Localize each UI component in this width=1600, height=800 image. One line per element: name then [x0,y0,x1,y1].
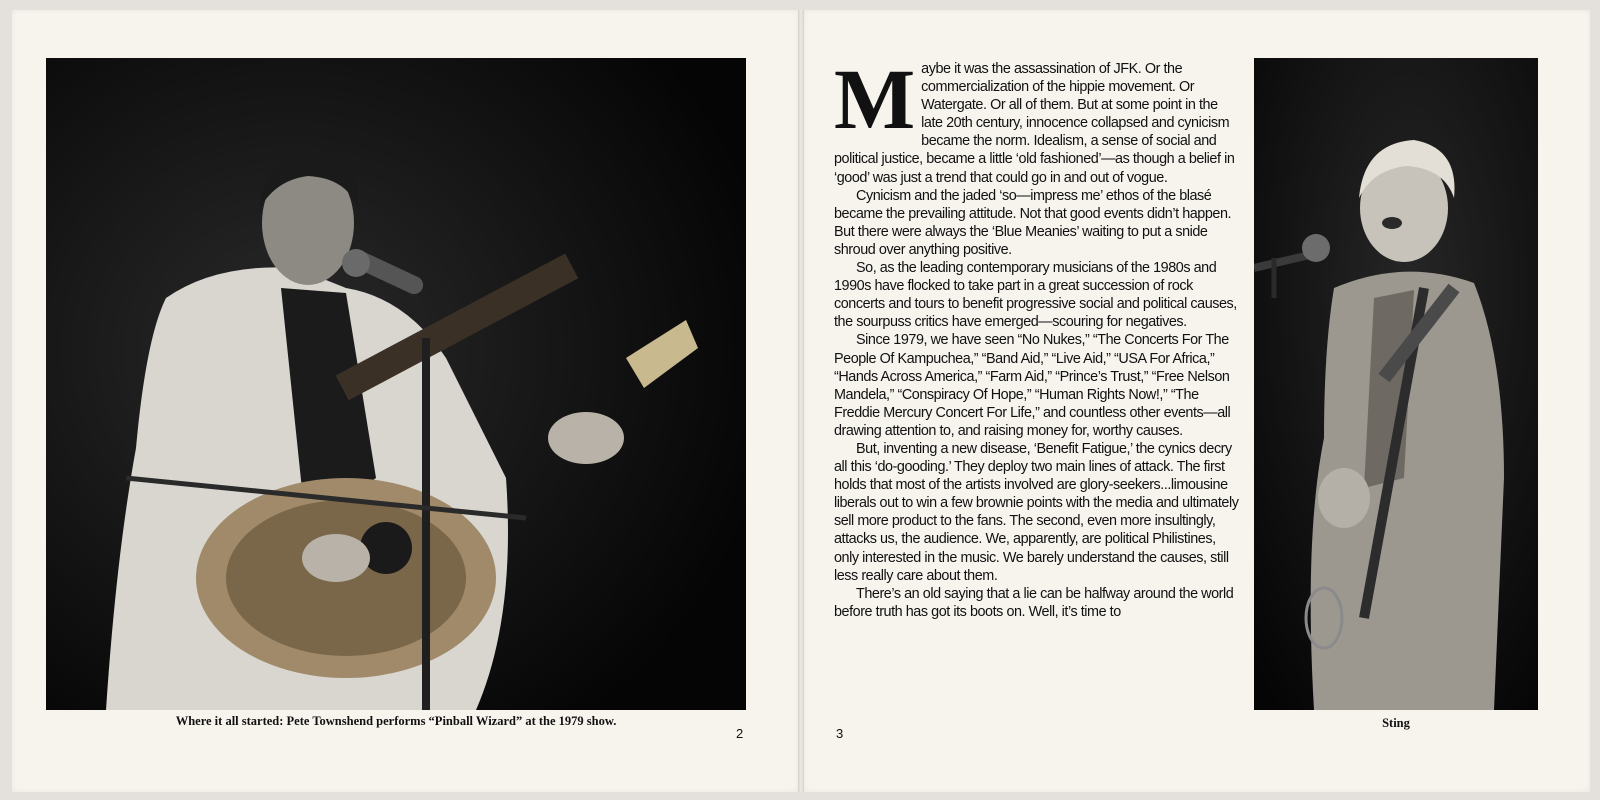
townshend-photo-illustration [46,58,746,710]
article-paragraph-1 [834,51,1242,187]
page-number-right: 3 [836,726,844,741]
article-paragraph-1-text: aybe it was the assassination of JFK. Or the commercialization of the hippie movement. Or Watergate. Or all of them. But at some point in the late 20th century, innocence collapsed and cynicism became the norm. Idealism, a sense of social and political justice, became a little ‘old fashioned’—as though a belief in ‘good’ was just a trend that could go in and out of vogue. [834,61,1235,186]
article-paragraph-6: There’s an old saying that a lie can be halfway around the world before truth has got its boots on. Well, it’s time to [834,585,1234,620]
townshend-photo-caption: Where it all started: Pete Townshend performs “Pinball Wizard” at the 1979 show. [175,714,617,728]
townshend-photo [46,58,746,710]
article-paragraph-5: But, inventing a new disease, ‘Benefit Fatigue,’ the cynics decry all this ‘do-gooding.’ They deploy two main lines of attack. The first holds that most of the artists involved are glory-seekers...limousine liberals out to win a few brownie points with the media and ultimately sell more product to the fans. The second, even more insultingly, attacks us, the audience. We, apparently, are political Philistines, only interested in the music. We barely understand the causes, still less really care about them. [834,440,1239,584]
article-paragraph-4: Since 1979, we have seen “No Nukes,” “The Concerts For The People Of Kampuchea,” “Band Aid,” “Live Aid,” “USA For Africa,” “Hands Across America,” “Farm Aid,” “Prince’s Trust,” “Free Nelson Mandela,” “Conspiracy Of Hope,” “Human Rights Now!,” “The Freddie Mercury Concert For Life,” and countless other events—all drawing attention to, and raising money for, worthy causes. [834,332,1231,439]
page-number-left: 2 [736,726,744,741]
right-page [804,10,1590,792]
article-body [834,51,1242,621]
drop-cap: M [834,51,916,147]
sting-photo-illustration [1254,58,1538,710]
article-paragraph-2: Cynicism and the jaded ‘so—impress me’ ethos of the blasé became the prevailing attitude. Not that good events didn’t happen. But there were always the ‘Blue Meanies’ waiting to put a snide shroud over anything positive. [834,187,1232,258]
sting-photo [1254,58,1538,710]
article-paragraph-3: So, as the leading contemporary musicians of the 1980s and 1990s have flocked to take part in a great succession of rock concerts and tours to benefit progressive social and political causes, the sourpuss critics have emerged—scouring for negatives. [834,260,1237,331]
sting-photo-caption: Sting [1382,716,1410,730]
left-page [12,10,798,792]
